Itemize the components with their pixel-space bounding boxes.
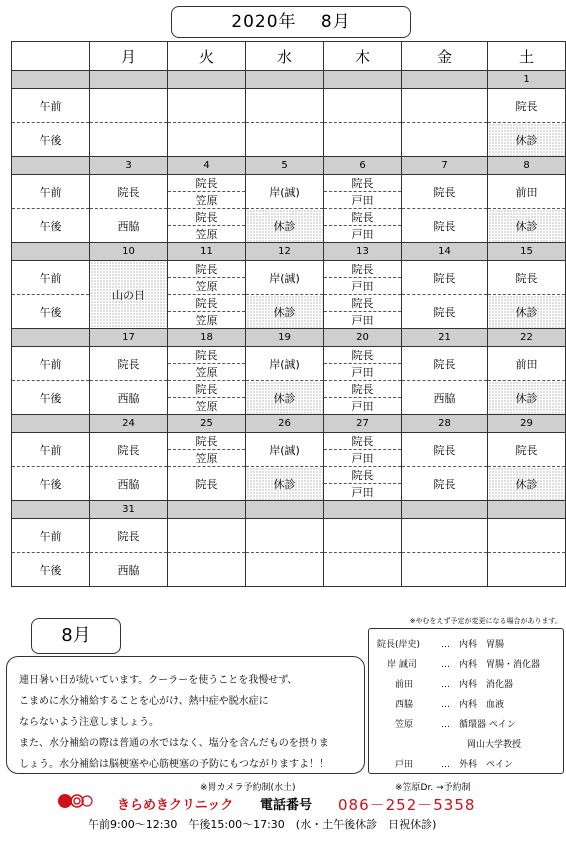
staff-name: 院長(岸史): [377, 640, 421, 650]
doctor-name: 院長: [324, 467, 401, 484]
date-number: 21: [402, 329, 488, 347]
message-line: 連日暑い日が続いています。クーラーを使うことを我慢せず、: [19, 675, 298, 686]
schedule-cell: [488, 519, 566, 553]
date-number: [324, 71, 402, 89]
date-number: 11: [168, 243, 246, 261]
schedule-cell: 休診: [488, 123, 566, 157]
doctor-name: 笠原: [195, 366, 218, 379]
doctor-name: 院長: [324, 261, 401, 278]
doctor-name: 院長: [168, 381, 245, 398]
schedule-cell: [246, 89, 324, 123]
doctor-name: 戸田: [351, 314, 374, 327]
date-number: 18: [168, 329, 246, 347]
date-number: 1: [488, 71, 566, 89]
schedule-cell: 院長: [90, 347, 168, 381]
date-number: 24: [90, 415, 168, 433]
date-number: 20: [324, 329, 402, 347]
schedule-cell: 岸(誠): [246, 347, 324, 381]
schedule-cell: [168, 381, 246, 415]
month-label: 8月: [31, 618, 121, 654]
doctor-name: 戸田: [351, 400, 374, 413]
date-number: 10: [90, 243, 168, 261]
schedule-cell: [324, 381, 402, 415]
corner-cell: [12, 42, 90, 71]
weekday-header: 水: [246, 42, 324, 71]
date-number: [168, 71, 246, 89]
schedule-cell: 院長: [402, 175, 488, 209]
date-number: 25: [168, 415, 246, 433]
staff-name: 笠原: [395, 720, 414, 730]
schedule-cell: [324, 175, 402, 209]
schedule-cell: [168, 433, 246, 467]
schedule-cell: [402, 519, 488, 553]
schedule-cell: [168, 175, 246, 209]
schedule-cell: [246, 123, 324, 157]
staff-list: [368, 628, 564, 774]
schedule-cell: [324, 261, 402, 295]
schedule-cell: 院長: [402, 261, 488, 295]
schedule-cell: 院長: [488, 433, 566, 467]
schedule-cell: [402, 553, 488, 587]
am-label: 午前: [12, 347, 90, 381]
schedule-cell: [246, 519, 324, 553]
staff-dept: … 内科 胃腸・消化器: [441, 660, 541, 670]
week-spacer: [12, 71, 90, 89]
schedule-cell: [324, 123, 402, 157]
staff-name: 戸田: [395, 760, 414, 770]
date-number: [246, 71, 324, 89]
doctor-name: 院長: [168, 261, 245, 278]
date-number: 6: [324, 157, 402, 175]
date-number: 17: [90, 329, 168, 347]
schedule-cell: 休診: [246, 209, 324, 243]
doctor-name: 笠原: [195, 228, 218, 241]
schedule-cell: 院長: [168, 467, 246, 501]
doctor-name: 笠原: [195, 280, 218, 293]
schedule-cell: 院長: [488, 261, 566, 295]
date-number: 4: [168, 157, 246, 175]
schedule-cell: [168, 123, 246, 157]
staff-dept: … 内科 血液: [441, 700, 505, 710]
schedule-cell: 岸(誠): [246, 433, 324, 467]
message-line: こまめに水分補給することを心がけ、熱中症や脱水症に: [19, 696, 269, 707]
pm-label: 午後: [12, 209, 90, 243]
date-number: 28: [402, 415, 488, 433]
schedule-cell: [324, 295, 402, 329]
schedule-cell: [324, 553, 402, 587]
pm-label: 午後: [12, 381, 90, 415]
staff-dept: … 内科 消化器: [441, 680, 514, 690]
schedule-cell: [168, 261, 246, 295]
schedule-table: [11, 41, 566, 587]
schedule-cell: [324, 89, 402, 123]
date-number: 8: [488, 157, 566, 175]
schedule-cell: [168, 89, 246, 123]
doctor-name: 院長: [324, 175, 401, 192]
doctor-name: 院長: [324, 295, 401, 312]
doctor-name: 笠原: [195, 452, 218, 465]
doctor-name: 院長: [168, 209, 245, 226]
opening-hours: 午前9:00～12:30 午後15:00～17:30 (水・土午後休診 日祝休診): [88, 818, 437, 831]
schedule-cell: [488, 553, 566, 587]
message-box: [6, 656, 365, 774]
date-number: [324, 501, 402, 519]
clinic-name: きらめきクリニック: [117, 798, 234, 813]
date-number: [246, 501, 324, 519]
staff-name: 西脇: [395, 700, 414, 710]
schedule-cell: 院長: [402, 347, 488, 381]
date-number: 26: [246, 415, 324, 433]
doctor-name: 院長: [168, 347, 245, 364]
pm-label: 午後: [12, 123, 90, 157]
staff-dept: … 外科 ペイン: [441, 760, 514, 770]
weekday-header: 土: [488, 42, 566, 71]
schedule-cell: 院長: [402, 295, 488, 329]
message-line: しょう。水分補給は脳梗塞や心筋梗塞の予防にもつながりますよ！！: [19, 759, 329, 770]
schedule-cell: [168, 519, 246, 553]
schedule-cell: 西脇: [90, 467, 168, 501]
schedule-cell: 西脇: [90, 381, 168, 415]
schedule-cell: [168, 347, 246, 381]
doctor-name: 院長: [168, 175, 245, 192]
week-spacer: [12, 329, 90, 347]
schedule-cell: [324, 433, 402, 467]
message-line: ならないよう注意しましょう。: [19, 717, 159, 728]
gastro-note: ※胃カメラ予約制(水土): [200, 783, 296, 793]
date-number: [168, 501, 246, 519]
doctor-name: 戸田: [351, 194, 374, 207]
week-spacer: [12, 501, 90, 519]
weekday-header: 月: [90, 42, 168, 71]
staff-affiliation: 岡山大学教授: [467, 740, 522, 750]
kasahara-note: ※笠原Dr. →予約制: [395, 783, 471, 793]
schedule-cell: 岸(誠): [246, 175, 324, 209]
schedule-cell: [246, 553, 324, 587]
doctor-name: 院長: [168, 295, 245, 312]
schedule-cell: 院長: [402, 433, 488, 467]
schedule-cell: [324, 209, 402, 243]
schedule-cell: 岸(誠): [246, 261, 324, 295]
date-number: [402, 501, 488, 519]
schedule-cell: 院長: [90, 519, 168, 553]
staff-name: 岸 誠司: [387, 660, 417, 670]
schedule-cell: 西脇: [402, 381, 488, 415]
date-number: [488, 501, 566, 519]
date-number: 29: [488, 415, 566, 433]
am-label: 午前: [12, 89, 90, 123]
pm-label: 午後: [12, 295, 90, 329]
pm-label: 午後: [12, 553, 90, 587]
schedule-cell: 前田: [488, 347, 566, 381]
phone-number: 086－252－5358: [338, 796, 476, 814]
message-line: また、水分補給の際は普通の水ではなく、塩分を含んだものを摂りま: [19, 738, 329, 749]
schedule-cell: 休診: [488, 209, 566, 243]
date-number: 15: [488, 243, 566, 261]
schedule-cell: 休診: [246, 467, 324, 501]
schedule-cell: [168, 295, 246, 329]
date-number: 14: [402, 243, 488, 261]
week-spacer: [12, 243, 90, 261]
clinic-logo-icon: [57, 793, 97, 809]
staff-dept: … 循環器 ペイン: [441, 720, 516, 730]
am-label: 午前: [12, 175, 90, 209]
date-number: 12: [246, 243, 324, 261]
am-label: 午前: [12, 519, 90, 553]
am-label: 午前: [12, 261, 90, 295]
schedule-cell: [90, 123, 168, 157]
doctor-name: 笠原: [195, 194, 218, 207]
weekday-header: 金: [402, 42, 488, 71]
schedule-cell: [324, 347, 402, 381]
schedule-cell: [168, 209, 246, 243]
schedule-cell: 山の日: [90, 261, 168, 329]
doctor-name: 院長: [324, 381, 401, 398]
date-number: 22: [488, 329, 566, 347]
am-label: 午前: [12, 433, 90, 467]
date-number: 5: [246, 157, 324, 175]
schedule-cell: 休診: [488, 467, 566, 501]
staff-name: 前田: [395, 680, 414, 690]
schedule-cell: 前田: [488, 175, 566, 209]
schedule-cell: [324, 467, 402, 501]
schedule-cell: 休診: [488, 381, 566, 415]
schedule-cell: [402, 123, 488, 157]
doctor-name: 戸田: [351, 280, 374, 293]
schedule-cell: 休診: [246, 381, 324, 415]
doctor-name: 院長: [324, 433, 401, 450]
doctor-name: 院長: [324, 347, 401, 364]
doctor-name: 戸田: [351, 452, 374, 465]
doctor-name: 院長: [168, 433, 245, 450]
date-number: [402, 71, 488, 89]
date-number: 7: [402, 157, 488, 175]
date-number: 3: [90, 157, 168, 175]
weekday-header: 木: [324, 42, 402, 71]
date-number: [90, 71, 168, 89]
staff-dept: … 内科 胃腸: [441, 640, 505, 650]
schedule-cell: [168, 553, 246, 587]
doctor-name: 戸田: [351, 228, 374, 241]
schedule-cell: [90, 89, 168, 123]
schedule-cell: 院長: [90, 175, 168, 209]
schedule-cell: [402, 89, 488, 123]
doctor-name: 戸田: [351, 366, 374, 379]
week-spacer: [12, 415, 90, 433]
change-notice: ※やむをえず予定が変更になる場合があります。: [409, 617, 562, 625]
doctor-name: 院長: [324, 209, 401, 226]
schedule-cell: 院長: [402, 209, 488, 243]
schedule-cell: 院長: [488, 89, 566, 123]
weekday-header: 火: [168, 42, 246, 71]
schedule-cell: 休診: [246, 295, 324, 329]
week-spacer: [12, 157, 90, 175]
date-number: 13: [324, 243, 402, 261]
doctor-name: 笠原: [195, 400, 218, 413]
schedule-cell: 院長: [90, 433, 168, 467]
doctor-name: 戸田: [351, 486, 374, 499]
calendar-title: 2020年 8月: [171, 6, 411, 38]
doctor-name: 笠原: [195, 314, 218, 327]
schedule-cell: 院長: [402, 467, 488, 501]
schedule-cell: 西脇: [90, 553, 168, 587]
date-number: 31: [90, 501, 168, 519]
phone-label: 電話番号: [260, 798, 313, 813]
schedule-cell: 休診: [488, 295, 566, 329]
schedule-cell: 西脇: [90, 209, 168, 243]
schedule-cell: [324, 519, 402, 553]
date-number: 19: [246, 329, 324, 347]
date-number: 27: [324, 415, 402, 433]
pm-label: 午後: [12, 467, 90, 501]
